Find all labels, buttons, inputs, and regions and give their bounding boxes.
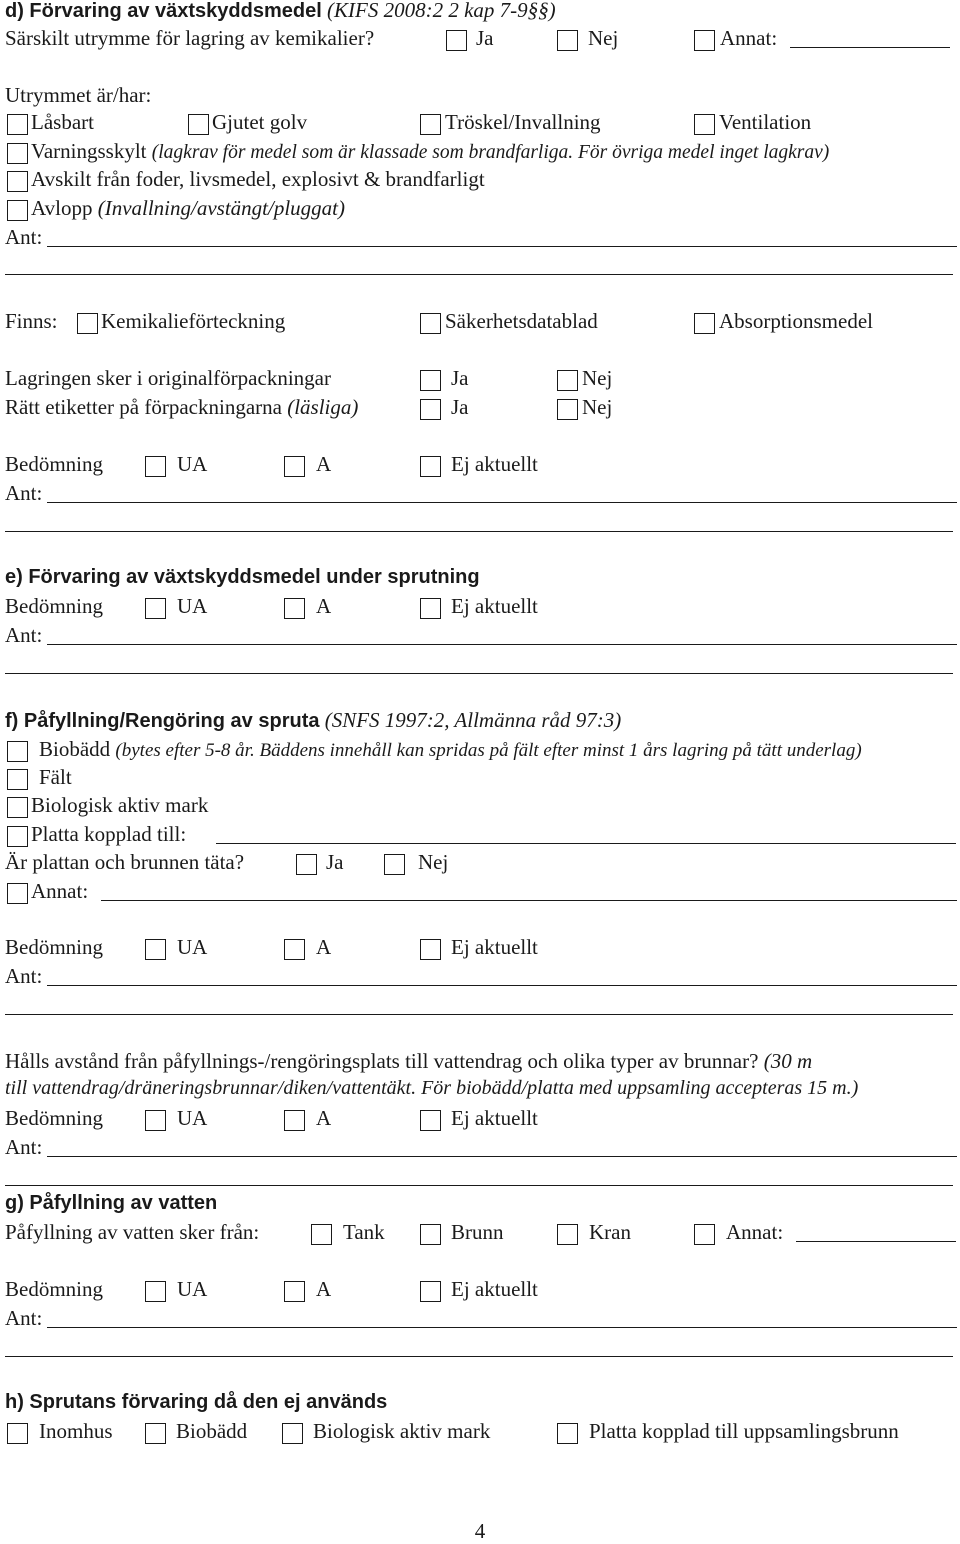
- plate-tight-ja-checkbox[interactable]: [296, 854, 317, 875]
- separate-label: Avskilt från foder, livsmedel, explosivt & brandfarligt: [31, 167, 485, 191]
- f2-ej-aktuellt-checkbox[interactable]: [420, 1110, 441, 1131]
- original-pack-question: Lagringen sker i originalförpackningar: [5, 366, 331, 390]
- d-a-checkbox[interactable]: [284, 456, 305, 477]
- ant-line-1[interactable]: [47, 246, 957, 247]
- indoors-label: Inomhus: [39, 1419, 113, 1443]
- special-room-nej-checkbox[interactable]: [557, 30, 578, 51]
- indoors-checkbox[interactable]: [7, 1423, 28, 1444]
- ant-line-2[interactable]: [5, 673, 953, 674]
- ej-aktuellt-label: Ej aktuellt: [451, 452, 538, 476]
- threshold-checkbox[interactable]: [420, 114, 441, 135]
- room-has-label: Utrymmet är/har:: [5, 83, 152, 107]
- h-bio-soil-checkbox[interactable]: [282, 1423, 303, 1444]
- ant-label: Ant:: [5, 623, 43, 647]
- ant-line-1[interactable]: [47, 1156, 957, 1157]
- drain-checkbox[interactable]: [7, 200, 28, 221]
- g-a-checkbox[interactable]: [284, 1281, 305, 1302]
- biobed-checkbox[interactable]: [7, 741, 28, 762]
- g-ej-aktuellt-checkbox[interactable]: [420, 1281, 441, 1302]
- a-label: A: [316, 452, 332, 476]
- a-label: A: [316, 594, 332, 618]
- drain-row: Avlopp (Invallning/avstängt/pluggat): [31, 196, 346, 220]
- labels-question: Rätt etiketter på förpackningarna (läsliga): [5, 395, 359, 419]
- chem-list-label: Kemikalieförteckning: [101, 309, 286, 333]
- d-ej-aktuellt-checkbox[interactable]: [420, 456, 441, 477]
- ant-line-1[interactable]: [47, 1327, 957, 1328]
- sds-label: Säkerhetsdatablad: [445, 309, 598, 333]
- ant-line-1[interactable]: [47, 985, 957, 986]
- plate-label: Platta kopplad till:: [31, 822, 187, 846]
- ant-line-2[interactable]: [5, 1356, 953, 1357]
- ant-line-2[interactable]: [5, 531, 953, 532]
- g-ua-checkbox[interactable]: [145, 1281, 166, 1302]
- bedomning-label: Bedömning: [5, 594, 103, 618]
- sds-checkbox[interactable]: [420, 313, 441, 334]
- absorbent-checkbox[interactable]: [694, 313, 715, 334]
- ant-line-2[interactable]: [5, 1185, 953, 1186]
- bedomning-label: Bedömning: [5, 1106, 103, 1130]
- cast-floor-checkbox[interactable]: [188, 114, 209, 135]
- field-label: Fält: [39, 765, 72, 789]
- biobed-row: Biobädd (bytes efter 5-8 år. Bäddens innehåll kan spridas på fält efter minst 1 års lagring på tätt underlag): [39, 737, 862, 761]
- e-a-checkbox[interactable]: [284, 598, 305, 619]
- h-biobed-checkbox[interactable]: [145, 1423, 166, 1444]
- page-number: 4: [474, 1519, 486, 1543]
- tap-checkbox[interactable]: [557, 1224, 578, 1245]
- labels-ja-checkbox[interactable]: [420, 399, 441, 420]
- plate-fill-line[interactable]: [216, 843, 956, 844]
- a-label: A: [316, 1277, 332, 1301]
- absorbent-label: Absorptionsmedel: [719, 309, 873, 333]
- f-ej-aktuellt-checkbox[interactable]: [420, 939, 441, 960]
- ja-label: Ja: [451, 395, 469, 419]
- warning-sign-row: Varningsskylt (lagkrav för medel som är klassade som brandfarliga. För övriga medel inget lagkrav): [31, 139, 830, 163]
- threshold-label: Tröskel/Invallning: [445, 110, 601, 134]
- tank-label: Tank: [343, 1220, 385, 1244]
- plate-label: Platta kopplad till uppsamlingsbrunn: [589, 1419, 899, 1443]
- ant-label: Ant:: [5, 1135, 43, 1159]
- ant-label: Ant:: [5, 225, 43, 249]
- bedomning-label: Bedömning: [5, 935, 103, 959]
- bio-soil-checkbox[interactable]: [7, 797, 28, 818]
- special-room-annat-checkbox[interactable]: [694, 30, 715, 51]
- section-d-heading: d) Förvaring av växtskyddsmedel (KIFS 2008:2 2 kap 7-9§§): [5, 0, 556, 22]
- ant-line-1[interactable]: [47, 644, 957, 645]
- field-checkbox[interactable]: [7, 769, 28, 790]
- d-ua-checkbox[interactable]: [145, 456, 166, 477]
- ej-aktuellt-label: Ej aktuellt: [451, 935, 538, 959]
- bio-soil-label: Biologisk aktiv mark: [31, 793, 209, 817]
- special-room-ja-checkbox[interactable]: [446, 30, 467, 51]
- bio-soil-label: Biologisk aktiv mark: [313, 1419, 491, 1443]
- bedomning-label: Bedömning: [5, 452, 103, 476]
- ant-line-2[interactable]: [5, 1014, 953, 1015]
- finns-label: Finns:: [5, 309, 58, 333]
- special-room-question: Särskilt utrymme för lagring av kemikalier?: [5, 26, 375, 50]
- chem-list-checkbox[interactable]: [77, 313, 98, 334]
- section-h-heading: h) Sprutans förvaring då den ej används: [5, 1391, 388, 1413]
- f-ua-checkbox[interactable]: [145, 939, 166, 960]
- ej-aktuellt-label: Ej aktuellt: [451, 594, 538, 618]
- warning-sign-checkbox[interactable]: [7, 143, 28, 164]
- bedomning-label: Bedömning: [5, 1277, 103, 1301]
- annat-fill-line[interactable]: [101, 900, 957, 901]
- annat-fill-line[interactable]: [790, 47, 950, 48]
- plate-tight-nej-checkbox[interactable]: [384, 854, 405, 875]
- a-label: A: [316, 935, 332, 959]
- ej-aktuellt-label: Ej aktuellt: [451, 1106, 538, 1130]
- annat-label: Annat:: [31, 879, 89, 903]
- ja-label: Ja: [326, 850, 344, 874]
- lockable-label: Låsbart: [31, 110, 94, 134]
- section-f-heading: f) Påfyllning/Rengöring av spruta (SNFS 1997:2, Allmänna råd 97:3): [5, 708, 622, 732]
- ua-label: UA: [177, 452, 208, 476]
- a-label: A: [316, 1106, 332, 1130]
- ja-label: Ja: [476, 26, 494, 50]
- f-annat-checkbox[interactable]: [7, 883, 28, 904]
- ant-label: Ant:: [5, 964, 43, 988]
- ej-aktuellt-label: Ej aktuellt: [451, 1277, 538, 1301]
- lockable-checkbox[interactable]: [7, 114, 28, 135]
- ua-label: UA: [177, 1277, 208, 1301]
- original-pack-nej-checkbox[interactable]: [557, 370, 578, 391]
- nej-label: Nej: [582, 366, 613, 390]
- annat-label: Annat:: [720, 26, 778, 50]
- g-annat-checkbox[interactable]: [694, 1224, 715, 1245]
- biobed-label: Biobädd: [176, 1419, 248, 1443]
- ja-label: Ja: [451, 366, 469, 390]
- nej-label: Nej: [418, 850, 449, 874]
- ua-label: UA: [177, 1106, 208, 1130]
- tank-checkbox[interactable]: [311, 1224, 332, 1245]
- ant-label: Ant:: [5, 481, 43, 505]
- distance-note: till vattendrag/dräneringsbrunnar/diken/vattentäkt. För biobädd/platta med uppsamling accepteras 15 m.): [5, 1077, 859, 1099]
- nej-label: Nej: [588, 26, 619, 50]
- plate-tight-question: Är plattan och brunnen täta?: [5, 850, 245, 874]
- ant-line-1[interactable]: [47, 502, 957, 503]
- plate-checkbox[interactable]: [7, 826, 28, 847]
- e-ua-checkbox[interactable]: [145, 598, 166, 619]
- water-source-question: Påfyllning av vatten sker från:: [5, 1220, 260, 1244]
- labels-nej-checkbox[interactable]: [557, 399, 578, 420]
- ant-line-2[interactable]: [5, 274, 953, 275]
- ua-label: UA: [177, 935, 208, 959]
- f-a-checkbox[interactable]: [284, 939, 305, 960]
- f2-a-checkbox[interactable]: [284, 1110, 305, 1131]
- tap-label: Kran: [589, 1220, 631, 1244]
- ua-label: UA: [177, 594, 208, 618]
- ventilation-checkbox[interactable]: [694, 114, 715, 135]
- section-e-heading: e) Förvaring av växtskyddsmedel under sprutning: [5, 566, 480, 588]
- original-pack-ja-checkbox[interactable]: [420, 370, 441, 391]
- well-checkbox[interactable]: [420, 1224, 441, 1245]
- ant-label: Ant:: [5, 1306, 43, 1330]
- separate-checkbox[interactable]: [7, 171, 28, 192]
- well-label: Brunn: [451, 1220, 504, 1244]
- annat-label: Annat:: [726, 1220, 784, 1244]
- distance-question: Hålls avstånd från påfyllnings-/rengöringsplats till vattendrag och olika typer av brunnar? (30 m: [5, 1049, 813, 1073]
- section-g-heading: g) Påfyllning av vatten: [5, 1192, 218, 1214]
- e-ej-aktuellt-checkbox[interactable]: [420, 598, 441, 619]
- f2-ua-checkbox[interactable]: [145, 1110, 166, 1131]
- cast-floor-label: Gjutet golv: [212, 110, 308, 134]
- nej-label: Nej: [582, 395, 613, 419]
- h-plate-checkbox[interactable]: [557, 1423, 578, 1444]
- ventilation-label: Ventilation: [719, 110, 812, 134]
- annat-fill-line[interactable]: [796, 1241, 956, 1242]
